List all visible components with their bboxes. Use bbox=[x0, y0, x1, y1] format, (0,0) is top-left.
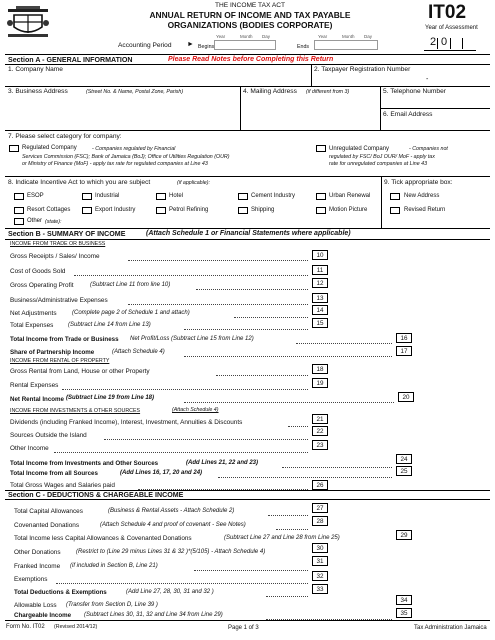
incentive-petrol-checkbox[interactable] bbox=[156, 207, 166, 214]
section-c-title: Section C - DEDUCTIONS & CHARGEABLE INCOME bbox=[8, 491, 184, 499]
regulated-company-label: Regulated Company bbox=[22, 145, 77, 151]
incentive-act-hint: (if applicable): bbox=[177, 180, 210, 186]
telephone-label: 5. Telephone Number bbox=[383, 88, 446, 95]
investments-subheading-hint: (Attach Schedule 4) bbox=[172, 407, 219, 413]
incentive-esop-label: ESOP bbox=[27, 193, 44, 199]
incentive-shipping-checkbox[interactable] bbox=[238, 207, 248, 214]
line-29-field[interactable]: 29 bbox=[396, 530, 412, 540]
chargeable-income-label: Chargeable Income bbox=[14, 612, 72, 619]
trade-business-subheading: INCOME FROM TRADE OR BUSINESS bbox=[10, 241, 106, 247]
line-22-field[interactable]: 22 bbox=[312, 426, 328, 436]
gross-rental-label: Gross Rental from Land, House or other Property bbox=[10, 368, 150, 375]
incentive-act-label: 8. Indicate Incentive Act to which you are subject bbox=[8, 179, 151, 186]
tiall-hint: (Add Lines 16, 17, 20 and 24) bbox=[120, 470, 203, 476]
incentive-hotel-checkbox[interactable] bbox=[156, 193, 166, 200]
incentive-motion-label: Motion Picture bbox=[329, 207, 368, 213]
tca-label: Total Capital Allowances bbox=[14, 508, 83, 515]
incentive-urban-label: Urban Renewal bbox=[329, 193, 371, 199]
line-11-field[interactable]: 11 bbox=[312, 265, 328, 275]
year-of-assessment-label: Year of Assessment bbox=[425, 25, 478, 31]
begins-day-label: Day bbox=[262, 34, 271, 39]
year-of-assessment-field[interactable] bbox=[424, 36, 476, 51]
net-rental-label: Net Rental Income bbox=[10, 396, 64, 403]
tiinv-hint: (Add Lines 21, 22 and 23) bbox=[186, 460, 259, 466]
line-21-field[interactable]: 21 bbox=[312, 414, 328, 424]
incentive-other-checkbox[interactable] bbox=[14, 218, 24, 225]
line-13-field[interactable]: 13 bbox=[312, 293, 328, 303]
line-10-field[interactable]: 10 bbox=[312, 250, 328, 260]
line-30-field[interactable]: 30 bbox=[312, 543, 328, 553]
page-number: Page 1 of 3 bbox=[228, 625, 259, 631]
total-deductions-label: Total Deductions & Exemptions bbox=[14, 589, 107, 596]
incentive-motion-checkbox[interactable] bbox=[316, 207, 326, 214]
bae-label: Business/Administrative Expenses bbox=[10, 297, 108, 304]
line-14-field[interactable]: 14 bbox=[312, 305, 328, 315]
agency-name: Tax Administration Jamaica bbox=[414, 625, 487, 631]
revised-return-label: Revised Return bbox=[404, 207, 446, 213]
revised-date: (Revised 2014/12) bbox=[54, 624, 98, 630]
rental-subheading: INCOME FROM RENTAL OF PROPERTY bbox=[10, 358, 110, 364]
form-number: Form No. IT02 bbox=[6, 624, 45, 630]
tca-hint: (Business & Rental Assets - Attach Schedule 2) bbox=[108, 508, 235, 514]
form-title-line2: ORGANIZATIONS (BODIES CORPORATE) bbox=[167, 20, 333, 30]
gop-label: Gross Operating Profit bbox=[10, 282, 74, 289]
incentive-resort-checkbox[interactable] bbox=[14, 207, 24, 214]
other-donations-label: Other Donations bbox=[14, 549, 61, 556]
tifb-label: Total Income from Trade or Business bbox=[10, 336, 119, 343]
revised-return-checkbox[interactable] bbox=[390, 207, 400, 214]
regulated-company-desc1: - Companies regulated by Financial bbox=[92, 146, 176, 152]
tiless-hint: (Subtract Line 27 and Line 28 from Line 25) bbox=[224, 535, 340, 541]
begins-date-field[interactable] bbox=[214, 40, 276, 50]
section-a-title: Section A - GENERAL INFORMATION bbox=[8, 56, 133, 64]
line-25-field[interactable]: 25 bbox=[396, 466, 412, 476]
franked-label: Franked Income bbox=[14, 563, 61, 570]
form-code: IT02 bbox=[428, 2, 467, 23]
net-adjustments-hint: (Complete page 2 of Schedule 1 and attach) bbox=[72, 310, 190, 316]
line-20-field[interactable]: 20 bbox=[398, 392, 414, 402]
line-16-field[interactable]: 16 bbox=[396, 333, 412, 343]
ends-month-label: Month bbox=[342, 34, 355, 39]
notes-notice: Please Read Notes before Completing this Return bbox=[168, 56, 334, 63]
business-address-hint: (Street No. & Name, Postal Zone, Parish) bbox=[86, 89, 184, 95]
year-digit-2: 0 bbox=[441, 36, 448, 48]
ends-date-field[interactable] bbox=[314, 40, 378, 50]
form-title-line1: ANNUAL RETURN OF INCOME AND TAX PAYABLE bbox=[149, 10, 351, 20]
incentive-export-label: Export Industry bbox=[95, 207, 136, 213]
trn-label: 2. Taxpayer Registration Number bbox=[314, 66, 411, 73]
tifb-hint: Net Profit/Loss (Subtract Line 15 from Line 12) bbox=[130, 336, 254, 342]
company-name-label: 1. Company Name bbox=[8, 66, 63, 73]
other-donations-hint: (Restrict to (Line 29 minus Lines 31 & 32 )*(5/105) - Attach Schedule 4) bbox=[76, 549, 266, 555]
line-19-field[interactable]: 19 bbox=[312, 378, 328, 388]
total-expenses-hint: (Subtract Line 14 from Line 13) bbox=[68, 322, 151, 328]
line-34-field[interactable]: 34 bbox=[396, 595, 412, 605]
regulated-company-desc2: Services Commission (FSC); Bank of Jamaica (BoJ); Office of Utilities Regulation (OUR) bbox=[22, 154, 230, 160]
unregulated-company-desc3: rate for unregulated companies at Line 43 bbox=[329, 161, 428, 167]
line-12-field[interactable]: 12 bbox=[312, 278, 328, 288]
mailing-address-hint: (if different from 3) bbox=[306, 89, 350, 95]
unregulated-company-desc1: - Companies not bbox=[409, 146, 448, 152]
begins-label: Begins bbox=[198, 44, 215, 50]
covenanted-hint: (Attach Schedule 4 and proof of covenant - See Notes) bbox=[100, 522, 246, 528]
net-rental-hint: (Subtract Line 19 from Line 18) bbox=[66, 395, 155, 401]
incentive-export-checkbox[interactable] bbox=[82, 207, 92, 214]
line-28-field[interactable]: 28 bbox=[312, 516, 328, 526]
section-b-hint: (Attach Schedule 1 or Financial Statements where applicable) bbox=[146, 230, 351, 237]
year-digit-1: 2 bbox=[430, 36, 437, 48]
investments-subheading: INCOME FROM INVESTMENTS & OTHER SOURCES bbox=[10, 408, 141, 414]
section-b-title: Section B - SUMMARY OF INCOME bbox=[8, 230, 126, 238]
covenanted-label: Covenanted Donations bbox=[14, 522, 80, 529]
unregulated-company-label: Unregulated Company bbox=[329, 146, 390, 152]
ends-year-label: Year bbox=[318, 34, 328, 39]
act-title: THE INCOME TAX ACT bbox=[214, 2, 286, 9]
tgws-label: Total Gross Wages and Salaries paid bbox=[10, 482, 115, 489]
incentive-other-label: Other bbox=[27, 218, 43, 224]
allowable-loss-label: Allowable Loss bbox=[14, 602, 57, 609]
new-address-checkbox[interactable] bbox=[390, 193, 400, 200]
outside-island-label: Sources Outside the Island bbox=[10, 432, 87, 439]
begins-year-label: Year bbox=[216, 34, 226, 39]
regulated-company-desc3: or Ministry of Finance (MoF) - apply tax rate for regulated companies at Line 43 bbox=[22, 161, 208, 167]
incentive-urban-checkbox[interactable] bbox=[316, 193, 326, 200]
tiinv-label: Total Income from Investments and Other Sources bbox=[10, 460, 159, 467]
rental-expenses-label: Rental Expenses bbox=[10, 382, 59, 389]
dividends-label: Dividends (including Franked Income), Interest, Investment, Annuities & Discounts bbox=[10, 419, 243, 426]
line-23-field[interactable]: 23 bbox=[312, 440, 328, 450]
email-label: 6. Email Address bbox=[383, 111, 433, 118]
line-26-field[interactable]: 26 bbox=[312, 480, 328, 490]
allowable-loss-hint: (Transfer from Section D, Line 39 ) bbox=[66, 602, 158, 608]
line-17-field[interactable]: 17 bbox=[396, 346, 412, 356]
tick-box-label: 9. Tick appropriate box: bbox=[384, 179, 453, 186]
line-15-field[interactable]: 15 bbox=[312, 318, 328, 328]
ends-day-label: Day bbox=[364, 34, 373, 39]
franked-hint: (if included in Section B, Line 21) bbox=[70, 563, 158, 569]
gop-hint: (Subtract Line 11 from line 10) bbox=[90, 282, 171, 288]
gross-receipts-label: Gross Receipts / Sales/ Income bbox=[10, 253, 100, 260]
total-expenses-label: Total Expenses bbox=[10, 322, 54, 329]
regulated-company-checkbox[interactable] bbox=[9, 145, 19, 152]
incentive-resort-label: Resort Cottages bbox=[27, 207, 71, 213]
line-18-field[interactable]: 18 bbox=[312, 364, 328, 374]
exemptions-label: Exemptions bbox=[14, 576, 48, 583]
arrow-icon: ► bbox=[187, 41, 194, 48]
line-35-field[interactable]: 35 bbox=[396, 608, 412, 618]
new-address-label: New Address bbox=[404, 193, 440, 199]
mailing-address-label: 4. Mailing Address bbox=[243, 88, 297, 95]
net-adjustments-label: Net Adjustments bbox=[10, 310, 57, 317]
incentive-petrol-label: Petrol Refining bbox=[169, 207, 209, 213]
incentive-industrial-label: Industrial bbox=[95, 193, 120, 199]
share-partnership-hint: (Attach Schedule 4) bbox=[112, 349, 165, 355]
line-24-field[interactable]: 24 bbox=[396, 454, 412, 464]
total-deductions-hint: (Add Line 27, 28, 30, 31 and 32 ) bbox=[126, 589, 214, 595]
line-32-field[interactable]: 32 bbox=[312, 571, 328, 581]
tiall-label: Total Income from all Sources bbox=[10, 470, 98, 477]
unregulated-company-desc2: regulated by FSC/ BoJ OUR/ MoF - apply tax bbox=[329, 154, 435, 160]
incentive-cement-label: Cement Industry bbox=[251, 193, 296, 199]
chargeable-income-hint: (Subtract Lines 30, 31, 32 and Line 34 from Line 29) bbox=[84, 612, 223, 618]
incentive-hotel-label: Hotel bbox=[169, 193, 184, 199]
incentive-cement-checkbox[interactable] bbox=[238, 193, 248, 200]
coat-of-arms-logo bbox=[6, 5, 50, 39]
incentive-other-state-label: (state): bbox=[45, 219, 62, 225]
incentive-industrial-checkbox[interactable] bbox=[82, 193, 92, 200]
line-31-field[interactable]: 31 bbox=[312, 556, 328, 566]
share-partnership-label: Share of Partnership Income bbox=[10, 349, 95, 356]
business-address-label: 3. Business Address bbox=[8, 88, 68, 95]
other-income-label: Other Income bbox=[10, 445, 49, 452]
incentive-esop-checkbox[interactable] bbox=[14, 193, 24, 200]
begins-month-label: Month bbox=[240, 34, 253, 39]
category-label: 7. Please select category for company: bbox=[8, 133, 122, 140]
accounting-period-label: Accounting Period bbox=[118, 42, 172, 49]
tiless-label: Total Income less Capital Allowances & Covenanted Donations bbox=[14, 535, 192, 542]
unregulated-company-checkbox[interactable] bbox=[316, 145, 326, 152]
line-33-field[interactable]: 33 bbox=[312, 584, 328, 594]
cogs-label: Cost of Goods Sold bbox=[10, 268, 66, 275]
incentive-shipping-label: Shipping bbox=[251, 207, 275, 213]
ends-label: Ends bbox=[297, 44, 310, 50]
line-27-field[interactable]: 27 bbox=[312, 503, 328, 513]
